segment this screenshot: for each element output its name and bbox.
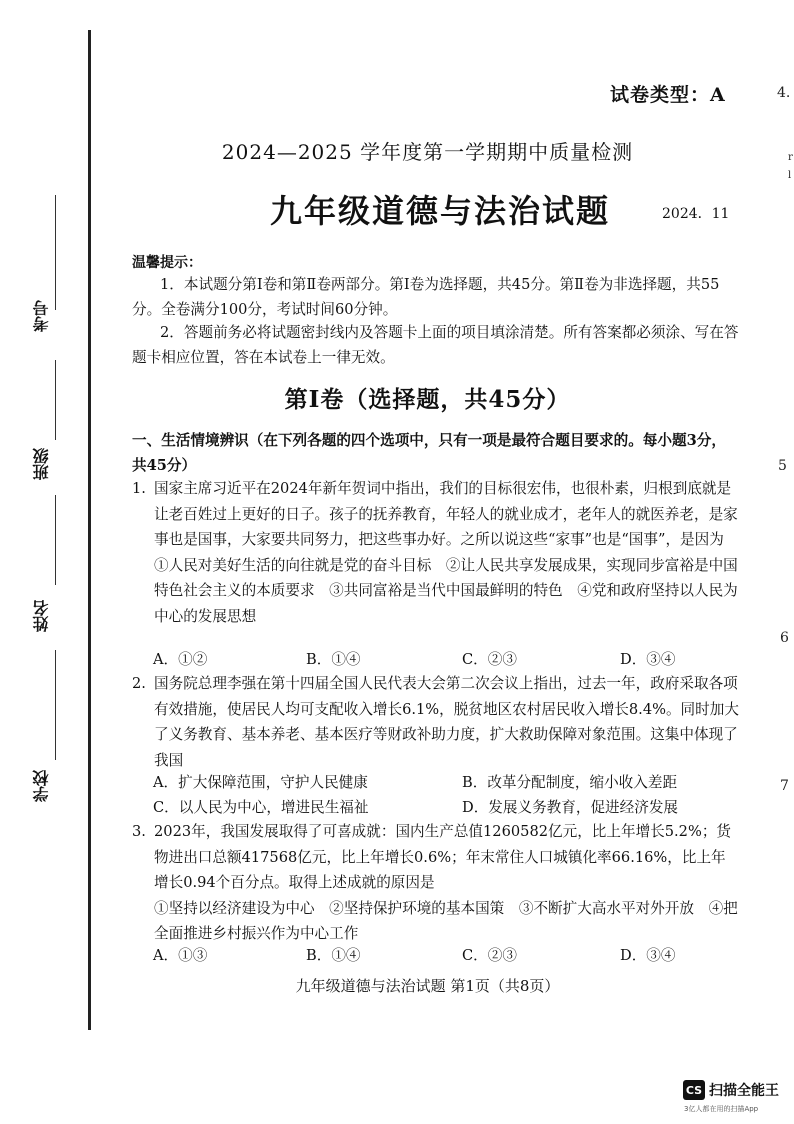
- question-number: 1.: [132, 480, 146, 497]
- option-d[interactable]: D．③④: [620, 651, 676, 668]
- question-stem: 国家主席习近平在2024年新年贺词中指出，我们的目标很宏伟，也很朴素，归根到底就是让老百姓过上更好的日子。孩子的抚养教育，年轻人的就业成才，老年人的就医养老，是家事也是国事，大家要共同努力，把这些事办好。之所以说这些“家事”也是“国事”，是因为: [154, 480, 738, 548]
- scanner-logo: [683, 1080, 779, 1100]
- exam-number-label: 考号: [32, 300, 51, 332]
- part-heading: 一、生活情境辨识（在下列各题的四个选项中，只有一项是最符合题目要求的。每小题3分，共45分）: [132, 432, 726, 474]
- option-d[interactable]: D．发展义务教育，促进经济发展: [462, 799, 679, 816]
- binding-line: [88, 30, 91, 1030]
- notice-item-2: 2．答题前务必将试题密封线内及答题卡上面的项目填涂清楚。所有答案都必须涂、写在答题卡相应位置，答在本试卷上一律无效。: [132, 324, 739, 366]
- question-number: 3.: [132, 823, 146, 840]
- question-statements: ①人民对美好生活的向往就是党的奋斗目标 ②让人民共享发展成果，实现同步富裕是中国特色社会主义的本质要求 ③共同富裕是当代中国最鲜明的特色 ④党和政府坚持以人民为中心的发展思想: [154, 556, 738, 625]
- name-label: 姓名: [32, 600, 51, 632]
- option-c[interactable]: C．以人民为中心，增进民生福祉: [153, 799, 369, 816]
- cs-logo-icon: CS: [683, 1080, 705, 1100]
- class-label: 班级: [32, 448, 51, 480]
- exam-date: 2024．11: [662, 206, 730, 222]
- exam-title: 九年级道德与法治试题: [270, 192, 611, 230]
- scanner-tagline: 3亿人都在用的扫描App: [684, 1105, 759, 1113]
- school-label: 学校: [32, 770, 51, 802]
- option-a[interactable]: A．①②: [153, 651, 208, 668]
- option-d[interactable]: D．③④: [620, 947, 676, 964]
- question-3: [132, 819, 740, 947]
- option-b[interactable]: B．①④: [306, 651, 361, 668]
- paper-type: 试卷类型：A: [610, 84, 726, 106]
- option-a[interactable]: A．扩大保障范围，守护人民健康: [153, 774, 368, 791]
- edge-fragment: 4.: [777, 85, 791, 101]
- option-a[interactable]: A．①③: [153, 947, 208, 964]
- edge-fragment: 7: [780, 778, 789, 794]
- edge-fragment: l: [788, 170, 792, 181]
- edge-fragment: 6: [780, 630, 789, 646]
- option-c[interactable]: C．②③: [462, 947, 517, 964]
- question-number: 2.: [132, 675, 146, 692]
- question-statements: ①坚持以经济建设为中心 ②坚持保护环境的基本国策 ③不断扩大高水平对外开放 ④把全面推进乡村振兴作为中心工作: [154, 899, 738, 942]
- edge-fragment: r: [788, 152, 793, 163]
- question-stem: 2023年，我国发展取得了可喜成就：国内生产总值1260582亿元，比上年增长5.2%；货物进出口总额417568亿元，比上年增长0.6%；年末常住人口城镇化率66.16%，比上年增长0.94个百分点。取得上述成就的原因是: [154, 823, 732, 891]
- question-1: [132, 476, 740, 629]
- edge-fragment: 5: [778, 458, 787, 474]
- section-title: 第Ⅰ卷（选择题，共45分）: [284, 386, 571, 413]
- page-footer: 九年级道德与法治试题 第1页（共8页）: [295, 977, 560, 995]
- option-b[interactable]: B．①④: [306, 947, 361, 964]
- exam-subtitle: 2024—2025 学年度第一学期期中质量检测: [221, 140, 634, 164]
- binding-rule: [55, 495, 56, 585]
- binding-rule: [55, 650, 56, 760]
- notice-item-1: 1．本试题分第Ⅰ卷和第Ⅱ卷两部分。第Ⅰ卷为选择题，共45分。第Ⅱ卷为非选择题，共55分。全卷满分100分，考试时间60分钟。: [132, 276, 720, 318]
- option-c[interactable]: C．②③: [462, 651, 517, 668]
- notice-heading: 温馨提示：: [132, 255, 202, 271]
- question-stem: 国务院总理李强在第十四届全国人民代表大会第二次会议上指出，过去一年，政府采取各项有效措施，使居民人均可支配收入增长6.1%，脱贫地区农村居民收入增长8.4%。同时加大了义务教育、基本养老、基本医疗等财政补助力度，扩大救助保障对象范围。这集中体现了我国: [154, 675, 739, 769]
- question-2: [132, 671, 740, 773]
- binding-rule: [55, 195, 56, 310]
- scanner-name: 扫描全能王: [709, 1083, 779, 1099]
- option-b[interactable]: B．改革分配制度，缩小收入差距: [462, 774, 678, 791]
